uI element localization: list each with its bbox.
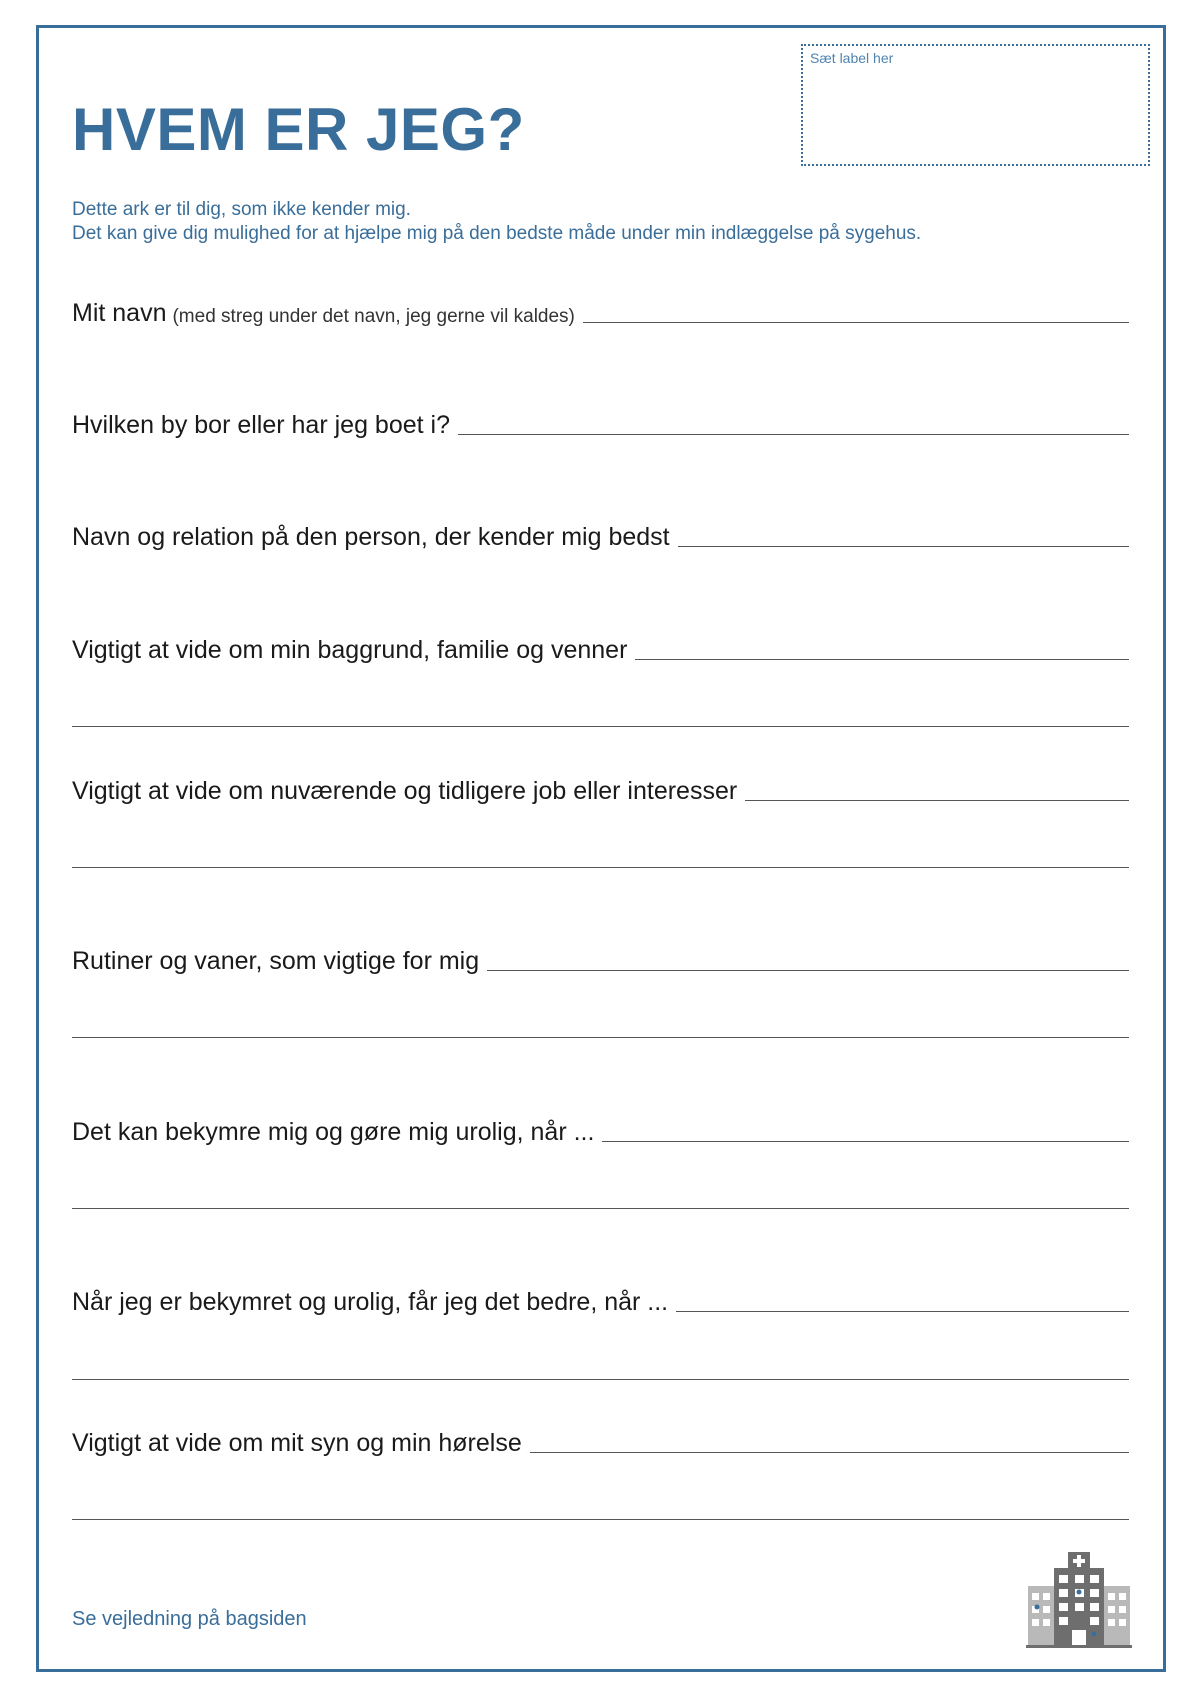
question-worries <box>72 1117 1129 1147</box>
answer-line-job-interests-2[interactable] <box>72 867 1129 868</box>
question-note: (med streg under det navn, jeg gerne vil kaldes) <box>172 306 575 327</box>
question-label: Det kan bekymre mig og gøre mig urolig, når ... <box>72 1118 595 1146</box>
page-border <box>36 25 1166 1672</box>
question-label: Mit navn <box>72 299 167 327</box>
answer-line-closest-person[interactable] <box>678 546 1129 547</box>
answer-line-comfort-2[interactable] <box>72 1379 1129 1380</box>
intro-text <box>72 198 921 246</box>
question-comfort <box>72 1287 1129 1317</box>
intro-line-2: Det kan give dig mulighed for at hjælpe mig på den bedste måde under min indlæggelse på sygehus. <box>72 223 922 244</box>
hospital-building-icon <box>1024 1548 1134 1648</box>
label-placeholder: Sæt label her <box>810 50 894 66</box>
question-label: Vigtigt at vide om nuværende og tidligere job eller interesser <box>72 777 738 805</box>
question-label: Når jeg er bekymret og urolig, får jeg det bedre, når ... <box>72 1288 669 1316</box>
question-background <box>72 635 1129 665</box>
label-area <box>801 44 1150 166</box>
question-sight-hearing <box>72 1428 1129 1458</box>
question-label: Hvilken by bor eller har jeg boet i? <box>72 411 450 439</box>
answer-line-routines-2[interactable] <box>72 1037 1129 1038</box>
answer-line-city[interactable] <box>458 434 1129 435</box>
question-label: Vigtigt at vide om mit syn og min hørelse <box>72 1429 522 1457</box>
question-name <box>72 298 1129 328</box>
question-label: Vigtigt at vide om min baggrund, familie og venner <box>72 636 628 664</box>
question-label: Rutiner og vaner, som vigtige for mig <box>72 947 480 975</box>
answer-line-worries-2[interactable] <box>72 1208 1129 1209</box>
answer-line-routines[interactable] <box>487 970 1129 971</box>
question-closest-person <box>72 522 1129 552</box>
question-city <box>72 410 1129 440</box>
footer-note: Se vejledning på bagsiden <box>72 1608 307 1630</box>
answer-line-sight-hearing[interactable] <box>530 1452 1129 1453</box>
answer-line-comfort[interactable] <box>676 1311 1129 1312</box>
answer-line-job-interests[interactable] <box>745 800 1129 801</box>
answer-line-name[interactable] <box>583 322 1129 323</box>
answer-line-background-2[interactable] <box>72 726 1129 727</box>
answer-line-sight-hearing-2[interactable] <box>72 1519 1129 1520</box>
answer-line-worries[interactable] <box>602 1141 1129 1142</box>
question-routines <box>72 946 1129 976</box>
question-label: Navn og relation på den person, der kender mig bedst <box>72 523 670 551</box>
intro-line-1: Dette ark er til dig, som ikke kender mig. <box>72 199 411 220</box>
page-title: HVEM ER JEG? <box>72 96 525 163</box>
answer-line-background[interactable] <box>635 659 1129 660</box>
question-job-interests <box>72 776 1129 806</box>
